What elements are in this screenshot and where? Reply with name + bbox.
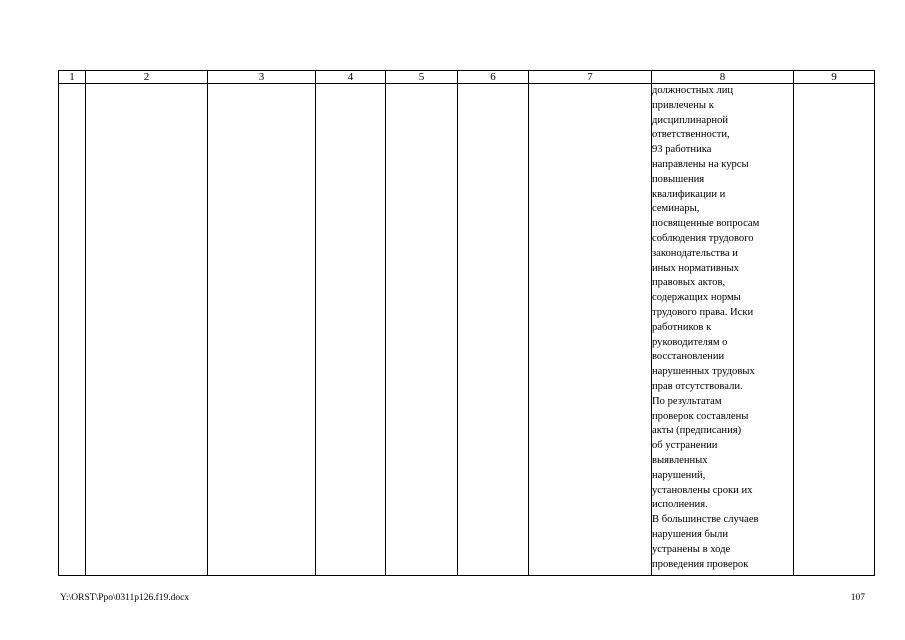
table-cell-col5 [386, 84, 458, 576]
table-cell-col2 [86, 84, 208, 576]
footer-page-number: 107 [850, 593, 865, 603]
document-table [58, 70, 875, 576]
column-header-5: 5 [386, 71, 458, 84]
paragraph-violations-fixed: В большинстве случаев нарушения были устранены в ходе проведения проверок [652, 514, 759, 570]
paragraph-training: 93 работника направлены на курсы повышения квалификации и семинары, посвященные вопросам соблюдения трудового законодательства и иных нормативных правовых актов, содержащих нормы трудового права. Иски работников к руководителям о восстановлении нарушенных трудовых прав отсутствовали. [652, 144, 760, 392]
paragraph-disciplinary: должностных лиц привлечены к дисциплинарной ответственности, [652, 85, 734, 141]
column-header-1: 1 [59, 71, 86, 84]
column-header-7: 7 [529, 71, 652, 84]
table-cell-col8 [652, 84, 794, 576]
paragraph-inspection-results: По результатам проверок составлены акты (предписания) об устранении выявленных нарушений, установлены сроки их исполнения. [652, 395, 753, 511]
table-cell-col4 [316, 84, 386, 576]
column-header-2: 2 [86, 71, 208, 84]
table-cell-col9 [794, 84, 875, 576]
column-header-4: 4 [316, 71, 386, 84]
table-cell-col3 [208, 84, 316, 576]
column-header-9: 9 [794, 71, 875, 84]
table-cell-col7 [529, 84, 652, 576]
table-cell-col6 [458, 84, 529, 576]
header-row [59, 71, 875, 84]
column-header-6: 6 [458, 71, 529, 84]
column-header-3: 3 [208, 71, 316, 84]
table-cell-col1 [59, 84, 86, 576]
table-row [59, 84, 875, 576]
footer-file-path: Y:\ORST\Ppo\0311p126.f19.docx [60, 593, 190, 603]
column-header-8: 8 [652, 71, 794, 84]
